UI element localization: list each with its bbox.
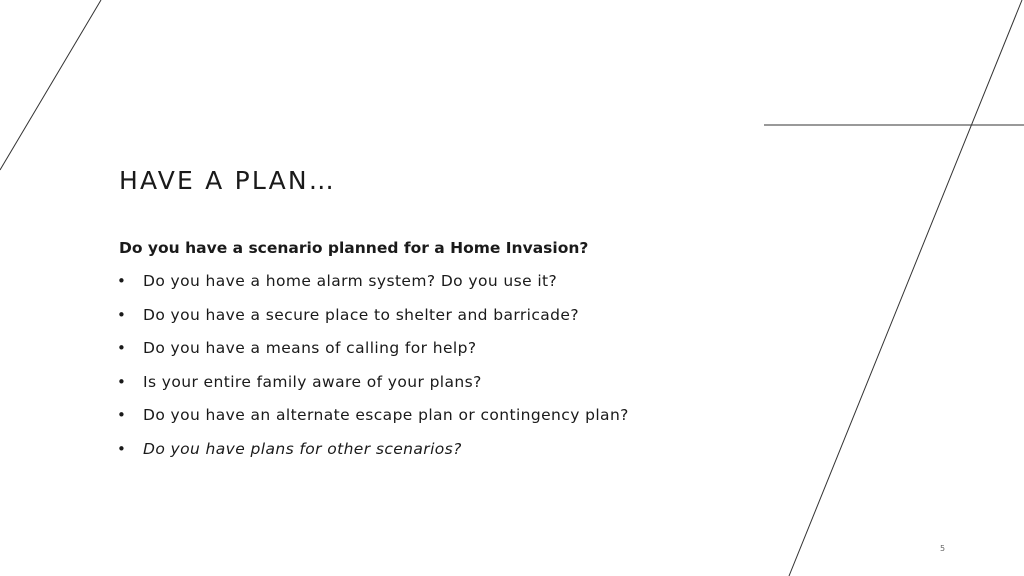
bullet-dot: •: [117, 272, 127, 290]
diagonal-line-right: [789, 0, 1022, 576]
bullet-text: Do you have a means of calling for help?: [143, 339, 477, 358]
bullet-dot: •: [117, 439, 127, 458]
page-number: 5: [940, 544, 946, 553]
bullet-text: Do you have an alternate escape plan or contingency plan?: [143, 406, 629, 425]
bullet-dot: •: [117, 372, 127, 391]
diagonal-line-left: [0, 0, 101, 170]
bullet-dot: •: [117, 406, 127, 425]
bullet-text: Do you have plans for other scenarios?: [143, 439, 462, 458]
bullet-dot: •: [117, 305, 127, 324]
slide-subtitle: Do you have a scenario planned for a Home Invasion?: [119, 239, 589, 257]
bullet-text: Do you have a home alarm system? Do you use it?: [143, 272, 558, 290]
slide-title: HAVE A PLAN…: [119, 166, 336, 195]
bullet-dot: •: [117, 339, 127, 358]
bullet-text: Is your entire family aware of your plans?: [143, 372, 482, 391]
bullet-text: Do you have a secure place to shelter and barricade?: [143, 305, 579, 324]
